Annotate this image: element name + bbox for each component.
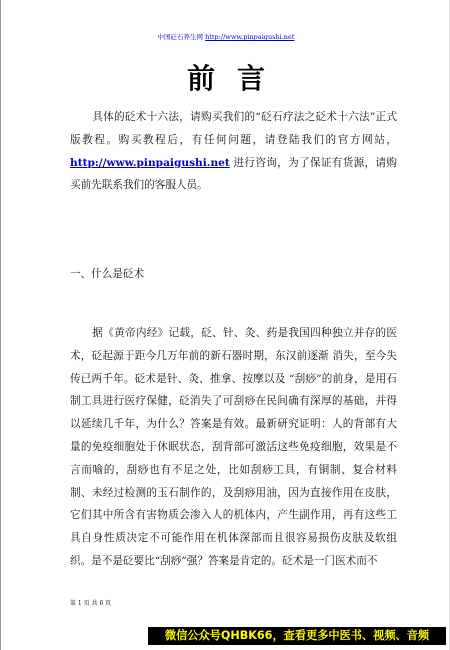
header-site-name: 中国砭石养生网 [157, 33, 204, 41]
intro-paragraph [70, 106, 397, 197]
intro-text-before-link: 具体的砭术十六法，请购买我们的“砭石疗法之砭术十六法”正式版教程。购买教程后，有任何问题，请登陆我们的官方网站， [70, 111, 397, 146]
promo-banner: 微信公众号QHBK66，查看更多中医书、视频、音频 [148, 627, 446, 645]
section-heading: 一、什么是砭术 [70, 268, 145, 280]
intro-text-after-link: 进行咨询，为了保证有货源，请购买前先联系我们的客服人员。 [70, 156, 397, 192]
section-body-paragraph [70, 322, 397, 573]
official-site-link[interactable]: http://www.pinpaigushi.net [70, 156, 230, 169]
page-title: 前言 [186, 62, 287, 95]
page-header [1, 33, 450, 41]
header-site-url-link[interactable]: http://www.pinpaigushi.net [205, 33, 295, 41]
page-footer: 第 1 页 共 6 页 [70, 600, 112, 607]
section-body-text: 据《黄帝内经》记载，砭、针、灸、药是我国四种独立并存的医术，砭起源于距今几万年前的新石器时期，东汉前逐渐 消失，至今失传已两千年。砭术是针、灸、推拿、按摩以及 “刮痧”的前身，是用石制工具进行医疗保健，砭消失了可刮痧在民间确有深厚的基础，并得以延续几千年，为什么？答案是有效。最新研究证明：人的背部有大量的免疫细胞处于休眠状态，刮背部可激活这些免疫细胞，效果是不言而喻的，刮痧也有不足之处，比如刮痧工具，有铜制、复合材料制、未经过检测的玉石制作的，及刮痧用油，因为直接作用在皮肤，它们其中所含有害物质会渗入人的机体内，产生副作用，再有这些工具自身性质决定不可能作用在机体深部而且很容易损伤皮肤及软组织。是不是砭要比“刮痧”强？答案是肯定的。砭术是一门医术而不 [70, 327, 397, 567]
